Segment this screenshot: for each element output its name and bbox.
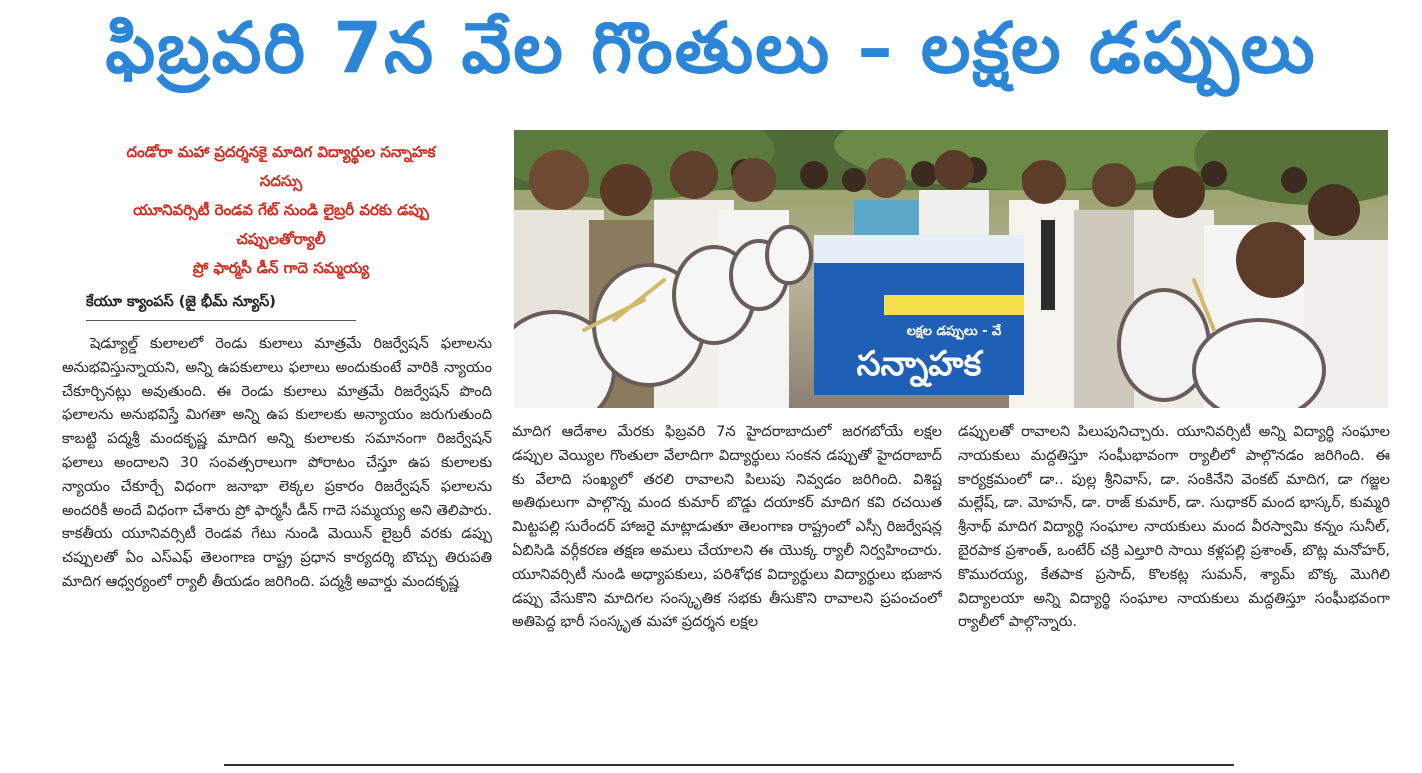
news-photo [514, 130, 1388, 408]
subheading-line-1: దండోరా మహా ప్రదర్శనకై మాదిగ విద్యార్థుల సన్నాహక [126, 143, 436, 161]
article-column-3 [958, 420, 1390, 750]
page-headline: ఫిబ్రవరి 7న వేల గొంతులు – లక్షల డప్పులు [105, 6, 1317, 89]
subheading-line-3: యూనివర్సిటీ రెండవ గేట్ నుండి లైబ్రరీ వరకు డప్పు [133, 201, 429, 219]
rally-photo-illustration [514, 130, 1388, 408]
footer-divider [224, 764, 1234, 766]
subheading-line-2: సదస్సు [259, 172, 303, 190]
article-paragraph-3: డప్పులతో రావాలని పిలుపునిచ్చారు. యూనివర్సిటీ అన్ని విద్యార్థి సంఘాల నాయకులు మద్దతిస్తూ సంఘీభావంగా ర్యాలీలో పాల్గొనడం జరిగింది. ఈ కార్యక్రమంలో డా.. పుల్ల శ్రీనివాస్, డా. సంకినేని వెంకట్ మాదిగ, డా గజ్జల మల్లేష్, డా. మోహన్, డా. రాజ్ కుమార్, డా. సుధాకర్ మంద భాస్కర్, కుమ్మరి శ్రీనాథ్ మాదిగ విద్యార్థి సంఘాల నాయకులు మంద వీరస్వామి కన్నం సునీల్, బైరపాక ప్రశాంత్, ఒంటేర్ చక్రి ఎల్తూరి సాయి కళ్లపల్లి ప్రశాంత్, బొట్ల మనోహర్, కొమురయ్య, కేతపాక ప్రసాద్, కొలకట్ల సుమన్, శ్యామ్ బొక్క మొగిలి విద్యాలయా అన్ని విద్యార్థి సంఘాల నాయకులు మద్దతిస్తూ సంఘీభవంగా ర్యాలీలో పాల్గొన్నారు. [958, 423, 1390, 631]
banner-big-text: సన్నాహక [856, 344, 982, 384]
subheading-line-5: ప్రో ఫార్మసీ డీన్ గాదె సమ్మయ్య [192, 259, 370, 277]
subheading-line-4: చప్పులతోర్యాలీ [236, 230, 326, 248]
article-column-1 [62, 332, 492, 760]
article-paragraph-2: మాదిగ ఆదేశాల మేరకు ఫిబ్రవరి 7న హైదరాబాదులో జరగబోయే లక్షల డప్పుల వెయ్యిల గొంతులా వేలాదిగా విద్యార్థులు సంకన డప్పుతో హైదరాబాద్ కు వేలాది సంఖ్యలో తరలి రావాలని పిలుపు నివ్వడం జరిగింది. విశిష్ట అతిథులుగా పాల్గొన్న మంద కుమార్ బొడ్డు దయాకర్ మాదిగ కవి రచయిత మిట్టపల్లి సురేందర్ హాజరై మాట్లాడుతూ తెలంగాణ రాష్ట్రంలో ఎస్సీ రిజర్వేషన్ల ఏబిసిడి వర్గీకరణ తక్షణ అమలు చేయాలని ఈ యొక్క ర్యాలీ నిర్వహించారు. యూనివర్సిటీ నుండి అధ్యాపకులు, పరిశోధక విద్యార్థులు విద్యార్థులు భుజాన డప్పు వేసుకొని మాదిగల సంస్కృతిక సభకు తీసుకొని రావాలని ప్రపంచంలో అతిపెద్ద భారీ సంస్కృత మహా ప్రదర్శన లక్షల [512, 423, 942, 631]
banner-mid-text: లక్షల డప్పులు - వే [906, 324, 1002, 339]
subheading-block [66, 138, 496, 283]
byline: కేయూ క్యాంపస్ (జై భీమ్ న్యూస్) [86, 294, 356, 321]
article-paragraph-1: షెడ్యూల్డ్ కులాలలో రెండు కులాలు మాత్రమే రిజర్వేషన్ ఫలాలను అనుభవిస్తున్నాయని, అన్ని ఉపకులాలు ఫలాలు అందుకుంటే వారికి న్యాయం చేకూర్చినట్లు అవుతుంది. ఈ రెండు కులాలు మాత్రమే రిజర్వేషన్ పొంది ఫలాలను అనుభవిస్తే మిగతా అన్ని ఉప కులాలకు అన్యాయం జరుగుతుంది కాబట్టి పద్మశ్రీ మందకృష్ణ మాదిగ అన్ని కులాలకు సమానంగా రిజర్వేషన్ ఫలాలు అందాలని 30 సంవత్సరాలుగా పోరాటం చేస్తూ ఉప కులాలకు న్యాయం చేకూర్చే విధంగా జనాభా లెక్కల ప్రకారం రిజర్వేషన్ ఫలాలను అందరికీ అందే విధంగా చేశారు ప్రో ఫార్మసీ డీన్ గాదె సమ్మయ్య అని తెలిపారు. కాకతీయ యూనివర్సిటీ రెండవ గేటు నుండి మెయిన్ లైబ్రరీ వరకు డప్పు చప్పులతో ఏం ఎస్ఎఫ్ తెలంగాణ రాష్ట్ర ప్రధాన కార్యదర్శి బొచ్చు తిరుపతి మాదిగ ఆధ్వర్యంలో ర్యాలీ తీయడం జరిగింది. పద్మశ్రీ అవార్డు మందకృష్ణ [62, 335, 492, 590]
article-column-2 [512, 420, 942, 750]
